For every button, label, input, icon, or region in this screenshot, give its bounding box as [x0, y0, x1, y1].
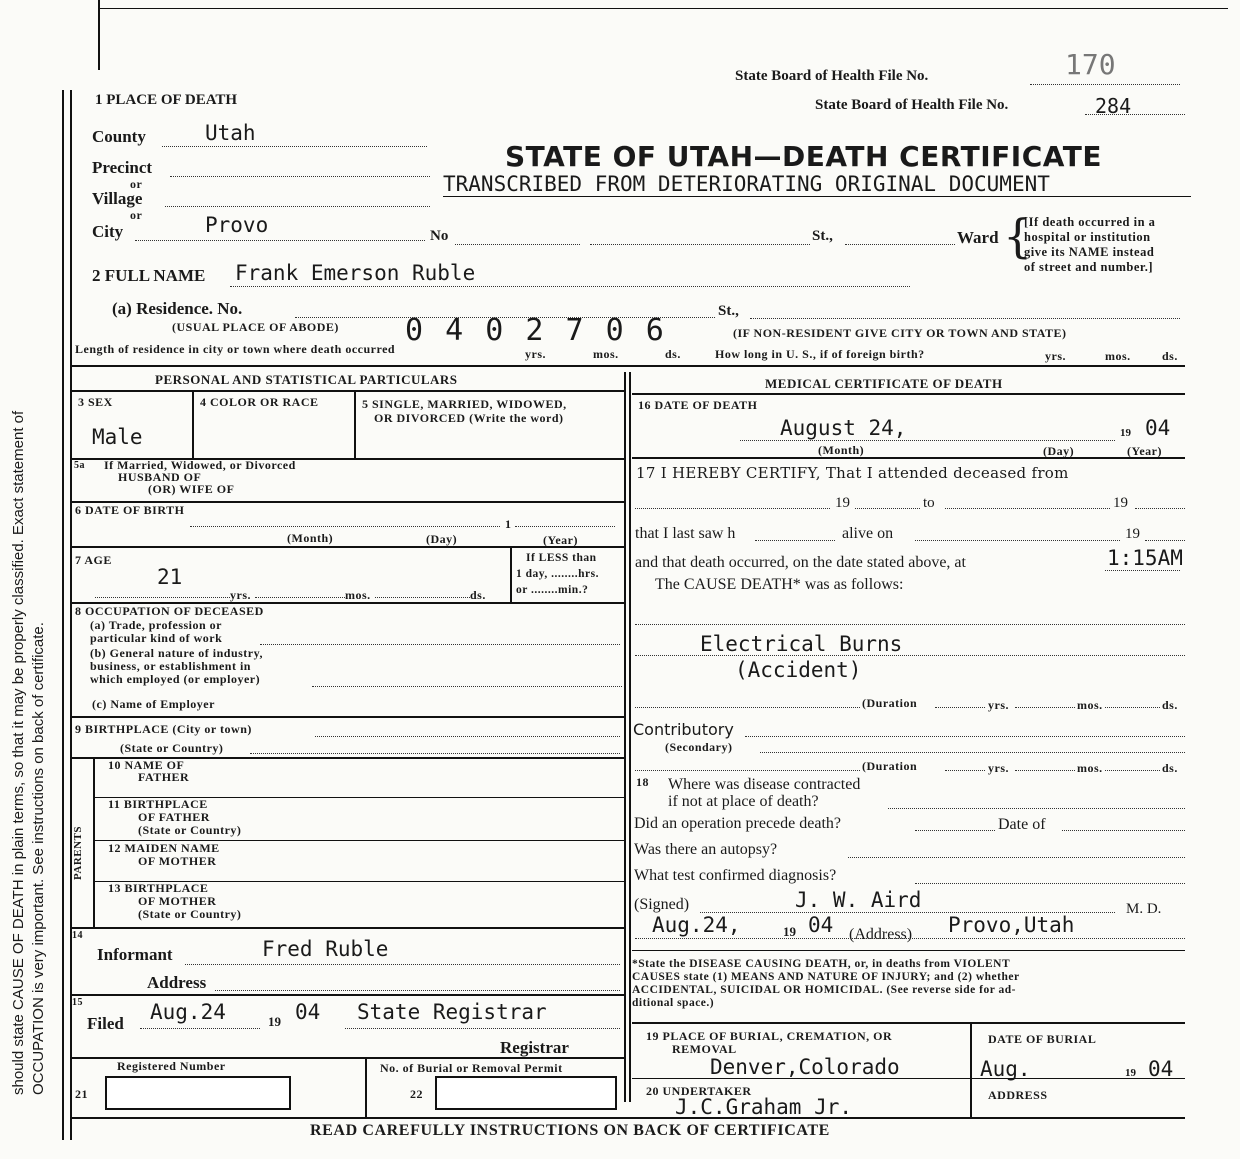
how-long-us-label: How long in U. S., if of foreign birth?	[715, 347, 925, 361]
duration-label-1: (Duration	[862, 696, 918, 710]
dod-month-label: (Month)	[818, 443, 865, 457]
st-label-1: St.,	[812, 228, 833, 244]
signed-date: Aug.24,	[652, 913, 741, 937]
secondary-label: (Secondary)	[665, 740, 733, 754]
place-of-death-heading: 1 PLACE OF DEATH	[95, 92, 238, 108]
age-yrs-label: yrs.	[230, 588, 251, 602]
num-18: 18	[636, 775, 649, 789]
file-no-1: 170	[1065, 48, 1116, 81]
personal-heading: PERSONAL AND STATISTICAL PARTICULARS	[155, 372, 458, 387]
birthplace-label: 9 BIRTHPLACE (City or town)	[75, 722, 252, 736]
length-of-residence-label: Length of residence in city or town where death occurred	[75, 342, 396, 356]
operation-date-label: Date of	[998, 816, 1046, 833]
how-long-mos-label: mos.	[1105, 349, 1131, 363]
medical-heading: MEDICAL CERTIFICATE OF DEATH	[765, 376, 1003, 391]
cause-line-1: Electrical Burns	[700, 632, 903, 656]
parents-label: PARENTS	[72, 825, 84, 880]
informant-label: Informant	[97, 945, 173, 964]
dob-month-label: (Month)	[287, 531, 334, 545]
duration-label-2: (Duration	[862, 759, 918, 773]
last-19: 19	[1125, 526, 1140, 542]
side-instruction-line-2: OCCUPATION is very important. See instructions on back of certificate.	[30, 622, 47, 1095]
undertaker-label: 20 UNDERTAKER	[646, 1084, 752, 1098]
personal-heading-rule	[70, 390, 625, 392]
dob-year-label: (Year)	[543, 533, 578, 547]
length-ds-label: ds.	[665, 347, 681, 361]
full-name-value: Frank Emerson Ruble	[235, 261, 476, 285]
signed-year: 04	[808, 913, 834, 937]
certify-19-a: 19	[835, 495, 850, 511]
burial-year: 04	[1148, 1057, 1174, 1081]
autopsy-label: Was there an autopsy?	[634, 841, 778, 858]
duration-yrs-1: yrs.	[988, 698, 1009, 712]
occupation-label: 8 OCCUPATION OF DECEASED	[75, 604, 264, 618]
file-no-2: 284	[1095, 94, 1132, 118]
birthplace-state-label: (State or Country)	[120, 741, 224, 755]
duration-mos-1: mos.	[1077, 698, 1103, 712]
date-of-death-year: 04	[1145, 416, 1171, 440]
informant-address-label: Address	[147, 973, 207, 992]
alive-on-label: alive on	[842, 525, 894, 542]
marital-status-label: 5 SINGLE, MARRIED, WIDOWED, OR DIVORCED (Write the word)	[362, 397, 567, 425]
occupation-b-label: (b) General nature of industry, business, or establishment in which employed (or employer)	[90, 646, 263, 686]
undertaker-address-label: ADDRESS	[988, 1088, 1048, 1102]
burial-permit-label: No. of Burial or Removal Permit	[380, 1061, 563, 1075]
duration-mos-2: mos.	[1077, 761, 1103, 775]
filed-label: Filed	[87, 1014, 124, 1033]
signed-label: (Signed)	[634, 896, 690, 913]
ward-label: Ward	[957, 228, 999, 247]
num-22: 22	[410, 1087, 423, 1101]
occupation-a-label: (a) Trade, profession or particular kind of work	[90, 618, 223, 645]
address-value: Provo,Utah	[948, 913, 1075, 937]
mother-name-label: 12 MAIDEN NAME OF MOTHER	[108, 841, 220, 868]
duration-ds-1: ds.	[1162, 698, 1178, 712]
footer-instructions: READ CAREFULLY INSTRUCTIONS ON BACK OF CERTIFICATE	[310, 1122, 830, 1139]
dob-label: 6 DATE OF BIRTH	[75, 503, 185, 517]
dob-day-label: (Day)	[426, 532, 458, 546]
father-birthplace-label: 11 BIRTHPLACE OF FATHER (State or Country)	[108, 797, 242, 837]
cause-line-2: (Accident)	[735, 658, 862, 682]
length-mos-label: mos.	[593, 347, 619, 361]
certify-19-b: 19	[1113, 495, 1128, 511]
spouse-num: 5a	[74, 460, 85, 471]
sex-label: 3 SEX	[78, 395, 113, 409]
informant-value: Fred Ruble	[262, 937, 389, 961]
date-of-death-19: 19	[1120, 427, 1131, 439]
contributory-label: Contributory	[633, 720, 734, 739]
file-no-label-1: State Board of Health File No.	[735, 68, 929, 84]
age-label: 7 AGE	[75, 553, 112, 567]
filed-19: 19	[268, 1014, 281, 1029]
signed-value: J. W. Aird	[795, 888, 922, 912]
filed-state-registrar: State Registrar	[357, 1000, 547, 1024]
operation-label: Did an operation precede death?	[634, 815, 842, 832]
num-21: 21	[75, 1087, 88, 1101]
certify-line: 17 I HEREBY CERTIFY, That I attended deceased from	[636, 464, 1069, 482]
date-of-death-value: August 24,	[780, 416, 907, 440]
subtitle-underline	[443, 196, 1191, 197]
burial-19: 19	[1125, 1067, 1136, 1079]
duration-ds-2: ds.	[1162, 761, 1178, 775]
registered-number-box	[105, 1076, 291, 1110]
how-long-yrs-label: yrs.	[1045, 349, 1066, 363]
left-frame-line	[62, 90, 64, 1140]
color-race-label: 4 COLOR OR RACE	[200, 395, 319, 409]
last-saw-label: that I last saw h	[635, 525, 736, 542]
num-15: 15	[72, 997, 83, 1008]
test-diagnosis-label: What test confirmed diagnosis?	[634, 867, 837, 884]
village-label: Village	[92, 189, 143, 208]
non-resident-label: (IF NON-RESIDENT GIVE CITY OR TOWN AND STATE)	[733, 326, 1067, 340]
county-label: County	[92, 127, 146, 146]
sex-value: Male	[92, 425, 143, 449]
left-frame-line-inner	[70, 90, 72, 1140]
dod-year-label: (Year)	[1127, 444, 1162, 458]
dod-day-label: (Day)	[1043, 444, 1075, 458]
undertaker-value: J.C.Graham Jr.	[675, 1095, 853, 1119]
st-label-2: St.,	[718, 303, 739, 319]
or-label-2: or	[130, 208, 143, 222]
address-label: (Address)	[849, 926, 913, 943]
no-label: No	[430, 228, 449, 244]
top-binding-line	[98, 0, 100, 70]
certify-to: to	[923, 495, 935, 511]
time-of-death: 1:15AM	[1107, 546, 1183, 570]
center-divider-1	[624, 372, 626, 1102]
cause-label: The CAUSE DEATH* was as follows:	[655, 576, 904, 593]
burial-permit-box	[435, 1076, 617, 1110]
medical-heading-rule	[632, 393, 1185, 395]
duration-yrs-2: yrs.	[988, 761, 1009, 775]
length-yrs-label: yrs.	[525, 347, 546, 361]
burial-date-label: DATE OF BURIAL	[988, 1032, 1097, 1046]
spouse-label: If Married, Widowed, or Divorced HUSBAND OF (OR) WIFE OF	[104, 458, 296, 496]
dob-year-prefix: 1	[505, 517, 512, 531]
mother-birthplace-label: 13 BIRTHPLACE OF MOTHER (State or Country)	[108, 881, 242, 921]
age-value: 21	[157, 565, 183, 589]
death-occurred-label: and that death occurred, on the date stated above, at	[635, 554, 966, 571]
file-no-label-2: State Board of Health File No.	[815, 97, 1009, 113]
top-edge-line	[98, 8, 1228, 9]
full-name-label: 2 FULL NAME	[92, 266, 206, 285]
county-value: Utah	[205, 121, 256, 145]
burial-date-value: Aug.	[980, 1057, 1031, 1081]
certificate-title: STATE OF UTAH—DEATH CERTIFICATE	[505, 140, 1102, 173]
registered-number-label: Registered Number	[117, 1059, 226, 1073]
certificate-subtitle: TRANSCRIBED FROM DETERIORATING ORIGINAL DOCUMENT	[443, 172, 1050, 196]
precinct-label: Precinct	[92, 158, 153, 177]
disease-contracted-label: Where was disease contracted	[668, 776, 861, 793]
burial-place-label: 19 PLACE OF BURIAL, CREMATION, OR REMOVAL	[646, 1029, 893, 1056]
date-of-death-label: 16 DATE OF DEATH	[638, 398, 758, 412]
residence-label: (a) Residence. No.	[112, 299, 243, 318]
city-label: City	[92, 222, 124, 241]
md-label: M. D.	[1126, 901, 1162, 917]
how-long-ds-label: ds.	[1162, 349, 1178, 363]
disease-not-at-place-label: if not at place of death?	[668, 793, 819, 810]
usual-abode-label: (USUAL PLACE OF ABODE)	[172, 320, 339, 334]
side-instruction-line-1: should state CAUSE OF DEATH in plain terms, so that it may be properly classified. Exact statement of	[10, 410, 27, 1095]
less-than-label: If LESS than 1 day, ........hrs. or ........min.?	[516, 552, 599, 596]
occupation-c-label: (c) Name of Employer	[92, 697, 215, 711]
num-14: 14	[72, 930, 83, 941]
center-divider-2	[629, 372, 631, 1102]
burial-place-value: Denver,Colorado	[710, 1055, 900, 1079]
cause-footnote: *State the DISEASE CAUSING DEATH, or, in deaths from VIOLENT CAUSES state (1) MEANS AND NATURE OF INJURY; and (2) whether ACCIDENTAL, SUICIDAL OR HOMICIDAL. (See reverse side for ad- ditional space.)	[632, 958, 1020, 1009]
filed-date: Aug.24	[150, 1000, 226, 1024]
or-label-1: or	[130, 177, 143, 191]
age-ds-label: ds.	[470, 588, 486, 602]
registrar-label: Registrar	[500, 1038, 569, 1057]
city-value: Provo	[205, 213, 269, 237]
ward-note: [If death occurred in a hospital or institution give its NAME instead of street and number.]	[1024, 215, 1156, 274]
filed-year: 04	[295, 1000, 321, 1024]
length-of-residence-value: 0 4 0 2 7 0 6	[405, 313, 666, 348]
section-top-rule	[70, 365, 1185, 367]
signed-19: 19	[783, 924, 796, 939]
ward-brace: {	[1003, 209, 1033, 263]
age-mos-label: mos.	[345, 588, 371, 602]
father-name-label: 10 NAME OF FATHER	[108, 758, 190, 784]
